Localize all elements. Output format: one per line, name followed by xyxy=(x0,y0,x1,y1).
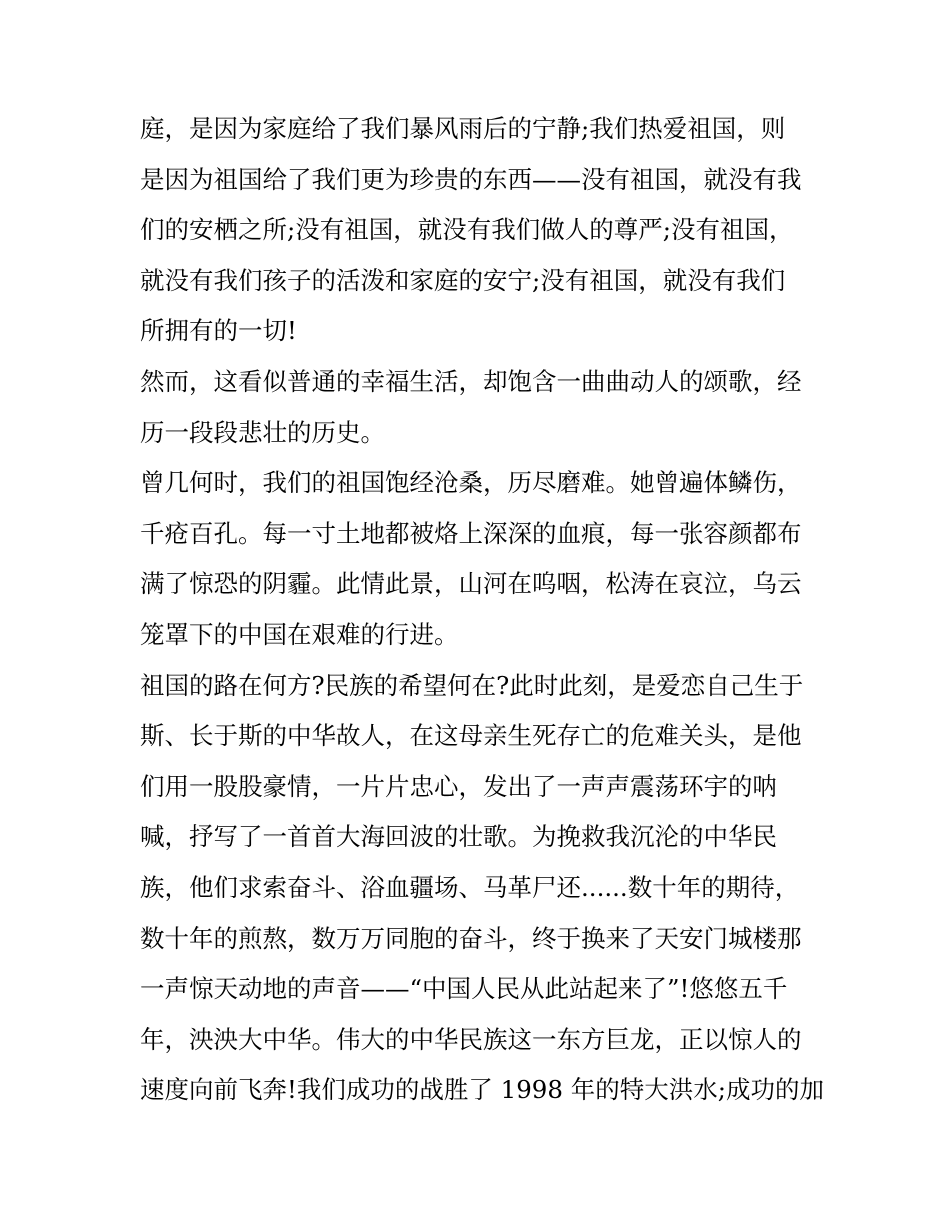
text-line: 所拥有的一切! xyxy=(140,316,297,346)
text-line: 们的安栖之所;没有祖国，就没有我们做人的尊严;没有祖国， xyxy=(140,215,794,245)
text-line: 祖国的路在何方?民族的希望何在?此时此刻，是爱恋自己生于 xyxy=(140,670,804,700)
text-line: 年，泱泱大中华。伟大的中华民族这一东方巨龙，正以惊人的 xyxy=(140,1024,802,1054)
text-line: 是因为祖国给了我们更为珍贵的东西——没有祖国，就没有我 xyxy=(140,164,802,194)
text-line: 就没有我们孩子的活泼和家庭的安宁;没有祖国，就没有我们 xyxy=(140,265,786,295)
text-line: 满了惊恐的阴霾。此情此景，山河在呜咽，松涛在哀泣，乌云 xyxy=(140,569,802,599)
body-text xyxy=(140,104,825,1116)
text-line: 笼罩下的中国在艰难的行进。 xyxy=(140,619,459,649)
text-line: 族，他们求索奋斗、浴血疆场、马革尸还......数十年的期待， xyxy=(140,872,800,902)
text-line: 速度向前飞奔!我们成功的战胜了 1998 年的特大洪水;成功的加 xyxy=(140,1075,825,1105)
text-line: 斯、长于斯的中华故人，在这母亲生死存亡的危难关头，是他 xyxy=(140,721,802,751)
text-line: 历一段段悲壮的历史。 xyxy=(140,417,385,447)
text-line: 喊，抒写了一首首大海回波的壮歌。为挽救我沉沦的中华民 xyxy=(140,822,777,852)
text-line: 们用一股股豪情，一片片忠心，发出了一声声震荡环宇的呐 xyxy=(140,771,777,801)
text-line: 曾几何时，我们的祖国饱经沧桑，历尽磨难。她曾遍体鳞伤， xyxy=(140,468,802,498)
text-line: 庭，是因为家庭给了我们暴风雨后的宁静;我们热爱祖国，则 xyxy=(140,114,786,143)
text-line: 然而，这看似普通的幸福生活，却饱含一曲曲动人的颂歌，经 xyxy=(140,366,802,396)
text-line: 一声惊天动地的声音——“中国人民从此站起来了”!悠悠五千 xyxy=(140,974,788,1004)
text-line: 千疮百孔。每一寸土地都被烙上深深的血痕，每一张容颜都布 xyxy=(140,518,802,548)
text-line: 数十年的煎熬，数万万同胞的奋斗，终于换来了天安门城楼那 xyxy=(140,923,802,953)
